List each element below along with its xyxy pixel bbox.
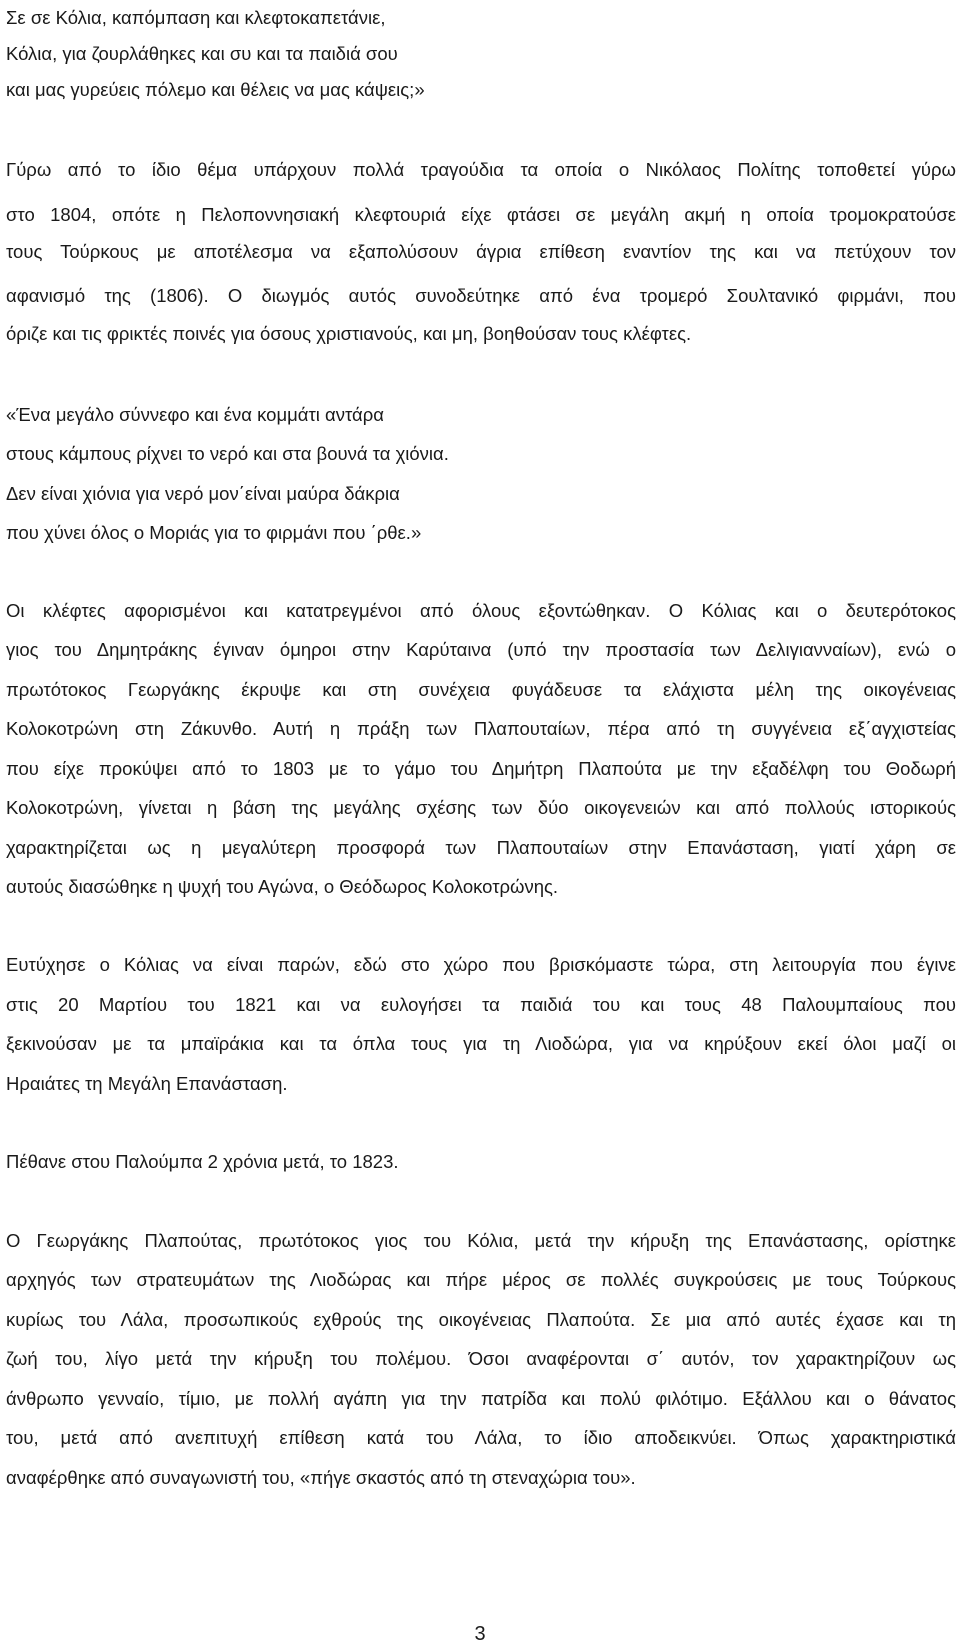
paragraph-line: πρωτότοκος Γεωργάκης έκρυψε και στη συνέχεια φυγάδευσε τα ελάχιστα μέλη της οικογένειας	[6, 679, 956, 700]
paragraph-line: τους Τούρκους με αποτέλεσμα να εξαπολύσουν άγρια επίθεση εναντίον της και να πετύχουν τον	[6, 241, 956, 262]
verse-line: και μας γυρεύεις πόλεμο και θέλεις να μας κάψεις;»	[6, 79, 425, 100]
paragraph-line: Πέθανε στου Παλούμπα 2 χρόνια μετά, το 1823.	[6, 1151, 399, 1172]
verse-line: Δεν είναι χιόνια για νερό μον΄είναι μαύρα δάκρια	[6, 483, 400, 504]
paragraph-line: χαρακτηρίζεται ως η μεγαλύτερη προσφορά των Πλαπουταίων στην Επανάσταση, γιατί χάρη σε	[6, 837, 956, 858]
verse-line: Κόλια, για ζουρλάθηκες και συ και τα παιδιά σου	[6, 43, 398, 64]
paragraph-line: στο 1804, οπότε η Πελοποννησιακή κλεφτουριά είχε φτάσει σε μεγάλη ακμή η οποία τρομοκρατούσε	[6, 204, 956, 225]
verse-line: που χύνει όλος ο Μοριάς για το φιρμάνι που ΄ρθε.»	[6, 522, 422, 543]
paragraph-line: Γύρω από το ίδιο θέμα υπάρχουν πολλά τραγούδια τα οποία ο Νικόλαος Πολίτης τοποθετεί γύρω	[6, 159, 956, 180]
paragraph-line: όριζε και τις φρικτές ποινές για όσους χριστιανούς, και μη, βοηθούσαν τους κλέφτες.	[6, 323, 692, 344]
paragraph-line: Κολοκοτρώνη, γίνεται η βάση της μεγάλης σχέσης των δύο οικογενειών και από πολλούς ιστορικούς	[6, 797, 956, 818]
paragraph-line: Ο Γεωργάκης Πλαπούτας, πρωτότοκος γιος του Κόλια, μετά την κήρυξη της Επανάστασης, ορίστηκε	[6, 1230, 956, 1251]
paragraph-line: του, μετά από ανεπιτυχή επίθεση κατά του Λάλα, το ίδιο αποδεικνύει. Όπως χαρακτηριστικά	[6, 1427, 956, 1448]
paragraph-line: Οι κλέφτες αφορισμένοι και κατατρεγμένοι από όλους εξοντώθηκαν. Ο Κόλιας και ο δευτερότοκος	[6, 600, 956, 621]
paragraph-line: αυτούς διασώθηκε η ψυχή του Αγώνα, ο Θεόδωρος Κολοκοτρώνης.	[6, 876, 559, 897]
paragraph-line: κυρίως του Λάλα, προσωπικούς εχθρούς της οικογένειας Πλαπούτα. Σε μια από αυτές έχασε και τη	[6, 1309, 956, 1330]
paragraph-line: αναφέρθηκε από συναγωνιστή του, «πήγε σκαστός από τη στεναχώρια του».	[6, 1467, 636, 1488]
verse-line: στους κάμπους ρίχνει το νερό και στα βουνά τα χιόνια.	[6, 443, 449, 464]
paragraph-line: που είχε προκύψει από το 1803 με το γάμο του Δημήτρη Πλαπούτα με την εξαδέλφη του Θοδωρή	[6, 758, 956, 779]
paragraph-line: ξεκινούσαν με τα μπαϊράκια και τα όπλα τους για τη Λιοδώρα, για να κηρύξουν εκεί όλοι μαζί οι	[6, 1033, 956, 1054]
paragraph-line: στις 20 Μαρτίου του 1821 και να ευλογήσει τα παιδιά του και τους 48 Παλουμπαίους που	[6, 994, 956, 1015]
page-number: 3	[474, 1623, 486, 1645]
paragraph-line: αρχηγός των στρατευμάτων της Λιοδώρας και πήρε μέρος σε πολλές συγκρούσεις με τους Τούρκους	[6, 1269, 956, 1290]
paragraph-line: γιος του Δημητράκης έγιναν όμηροι στην Καρύταινα (υπό την προστασία των Δελιγιανναίων), ενώ ο	[6, 639, 956, 660]
paragraph-line: αφανισμό της (1806). Ο διωγμός αυτός συνοδεύτηκε από ένα τρομερό Σουλτανικό φιρμάνι, που	[6, 285, 956, 306]
paragraph-line: άνθρωπο γενναίο, τίμιο, με πολλή αγάπη για την πατρίδα και πολύ φιλότιμο. Εξάλλου και ο θάνατος	[6, 1388, 956, 1409]
paragraph-line: Ηραιάτες τη Μεγάλη Επανάσταση.	[6, 1073, 288, 1094]
paragraph-line: ζωή του, λίγο μετά την κήρυξη του πολέμου. Όσοι αναφέρονται σ΄ αυτόν, τον χαρακτηρίζουν ως	[6, 1348, 956, 1369]
verse-line: Σε σε Κόλια, καπόμπαση και κλεφτοκαπετάνιε,	[6, 7, 386, 28]
paragraph-line: Ευτύχησε ο Κόλιας να είναι παρών, εδώ στο χώρο που βρισκόμαστε τώρα, στη λειτουργία που έγινε	[6, 954, 956, 975]
paragraph-line: Κολοκοτρώνη στη Ζάκυνθο. Αυτή η πράξη των Πλαπουταίων, πέρα από τη συγγένεια εξ΄αγχιστείας	[6, 718, 956, 739]
verse-line: «Ένα μεγάλο σύννεφο και ένα κομμάτι αντάρα	[6, 404, 384, 425]
